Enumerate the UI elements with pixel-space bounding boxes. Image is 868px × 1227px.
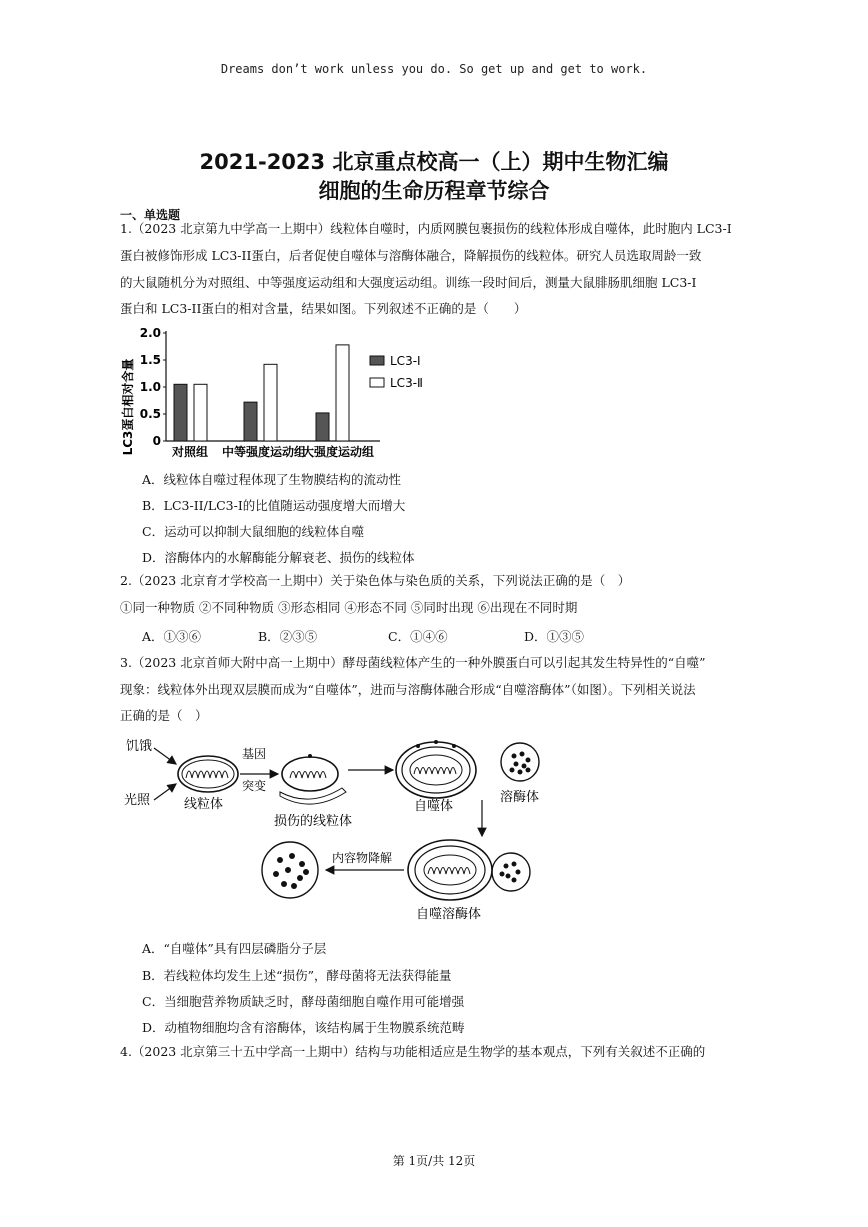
- chart-y-tick-label: 2.0: [139, 326, 161, 340]
- autolysosome-icon: [408, 840, 530, 900]
- chart-bar: [336, 345, 349, 441]
- chart-y-tick-label: 0.5: [139, 407, 161, 421]
- question-1-option-c[interactable]: C．运动可以抑制大鼠细胞的线粒体自噬: [142, 524, 365, 539]
- question-3-option-c[interactable]: C．当细胞营养物质缺乏时，酵母菌细胞自噬作用可能增强: [142, 994, 465, 1009]
- doc-subtitle: 细胞的生命历程章节综合: [318, 179, 550, 203]
- chart-x-categories: [171, 444, 374, 459]
- lc3-bar-chart: [118, 325, 448, 460]
- question-3-line: 3.（2023 北京首师大附中高一上期中）酵母菌线粒体产生的一种外膜蛋白可以引起其发生特异性的“自噬”: [120, 655, 706, 670]
- chart-legend: [370, 354, 423, 390]
- page-footer: 第 1页/共 12页: [392, 1154, 476, 1168]
- question-1-line: 蛋白被修饰形成 LC3-II蛋白，后者促使自噬体与溶酶体融合，降解损伤的线粒体。研究人员选取周龄一致: [120, 248, 702, 263]
- question-1-line: 蛋白和 LC3-II蛋白的相对含量，结果如图。下列叙述不正确的是（ ）: [120, 301, 527, 316]
- header-motto: Dreams don’t work unless you do. So get up and get to work.: [220, 62, 648, 76]
- lysosome-icon: [501, 743, 539, 781]
- question-3-line: 正确的是（ ）: [120, 708, 208, 723]
- question-1-option-a[interactable]: A．线粒体自噬过程体现了生物膜结构的流动性: [142, 472, 402, 487]
- question-2-option-a[interactable]: A．①③⑥: [142, 629, 202, 644]
- mitochondrion-icon: [178, 756, 238, 792]
- question-3-option-d[interactable]: D．动植物细胞均含有溶酶体，该结构属于生物膜系统范畴: [142, 1020, 465, 1035]
- label-gene-mutation-2: 突变: [242, 779, 267, 793]
- degraded-contents-icon: [262, 842, 318, 898]
- label-autolysosome: 自噬溶酶体: [416, 907, 482, 922]
- question-1-option-b[interactable]: B．LC3-II/LC3-I的比值随运动强度增大而增大: [142, 498, 406, 513]
- question-1-line: 的大鼠随机分为对照组、中等强度运动组和大强度运动组。训练一段时间后，测量大鼠腓肠肌细胞 LC3-I: [120, 275, 697, 290]
- question-4-line: 4.（2023 北京第三十五中学高一上期中）结构与功能相适应是生物学的基本观点，下列有关叙述不正确的: [120, 1044, 706, 1059]
- chart-bar: [174, 384, 187, 441]
- chart-bar: [264, 364, 277, 441]
- question-2-option-b[interactable]: B．②③⑤: [258, 629, 318, 644]
- question-1-option-d[interactable]: D．溶酶体内的水解酶能分解衰老、损伤的线粒体: [142, 550, 415, 565]
- label-lysosome: 溶酶体: [500, 790, 540, 805]
- chart-x-tick-label: 大强度运动组: [301, 445, 375, 459]
- chart-bar: [194, 384, 207, 441]
- question-1-line: 1.（2023 北京第九中学高一上期中）线粒体自噬时，内质网膜包裹损伤的线粒体形成自噬体，此时胞内 LC3-I: [120, 221, 732, 236]
- question-2-option-c[interactable]: C．①④⑥: [388, 629, 448, 644]
- label-mitochondrion: 线粒体: [184, 797, 224, 812]
- question-3-line: 现象：线粒体外出现双层膜而成为“自噬体”，进而与溶酶体融合形成“自噬溶酶体”（如图）。下列相关说法: [120, 682, 696, 697]
- label-damaged-mitochondrion: 损伤的线粒体: [274, 814, 353, 829]
- label-hunger: 饥饿: [126, 739, 153, 754]
- doc-title: 2021-2023 北京重点校高一（上）期中生物汇编: [199, 150, 669, 174]
- label-gene-mutation-1: 基因: [242, 747, 267, 761]
- chart-ylabel: LC3蛋白相对含量: [121, 358, 135, 456]
- chart-y-tick-label: 1.5: [139, 353, 161, 367]
- autophagosome-icon: [396, 740, 476, 798]
- chart-bar: [244, 402, 257, 441]
- mitophagy-diagram: [118, 728, 558, 933]
- question-3-option-b[interactable]: B．若线粒体均发生上述“损伤”，酵母菌将无法获得能量: [142, 968, 452, 983]
- chart-legend-label: LC3-Ⅰ: [390, 354, 421, 368]
- label-light: 光照: [124, 793, 151, 808]
- question-3-option-a[interactable]: A．“自噬体”具有四层磷脂分子层: [142, 941, 327, 956]
- chart-legend-swatch: [370, 356, 384, 365]
- chart-y-tick-label: 0: [152, 434, 161, 448]
- chart-bars: [174, 345, 349, 441]
- chart-x-tick-label: 对照组: [171, 445, 209, 459]
- chart-legend-label: LC3-Ⅱ: [390, 376, 423, 390]
- chart-legend-swatch: [370, 378, 384, 387]
- chart-bar: [316, 413, 329, 441]
- chart-y-tick-label: 1.0: [139, 380, 161, 394]
- question-2-option-d[interactable]: D．①③⑤: [524, 629, 585, 644]
- label-autophagosome: 自噬体: [414, 799, 454, 814]
- section-heading: 一、单选题: [120, 208, 181, 222]
- question-2-items: ①同一种物质 ②不同种物质 ③形态相同 ④形态不同 ⑤同时出现 ⑥出现在不同时期: [120, 600, 578, 615]
- chart-x-tick-label: 中等强度运动组: [221, 445, 307, 459]
- question-2-line: 2.（2023 北京育才学校高一上期中）关于染色体与染色质的关系，下列说法正确的是（ ）: [120, 573, 631, 588]
- damaged-mitochondrion-icon: [280, 754, 346, 804]
- label-degradation: 内容物降解: [332, 851, 393, 865]
